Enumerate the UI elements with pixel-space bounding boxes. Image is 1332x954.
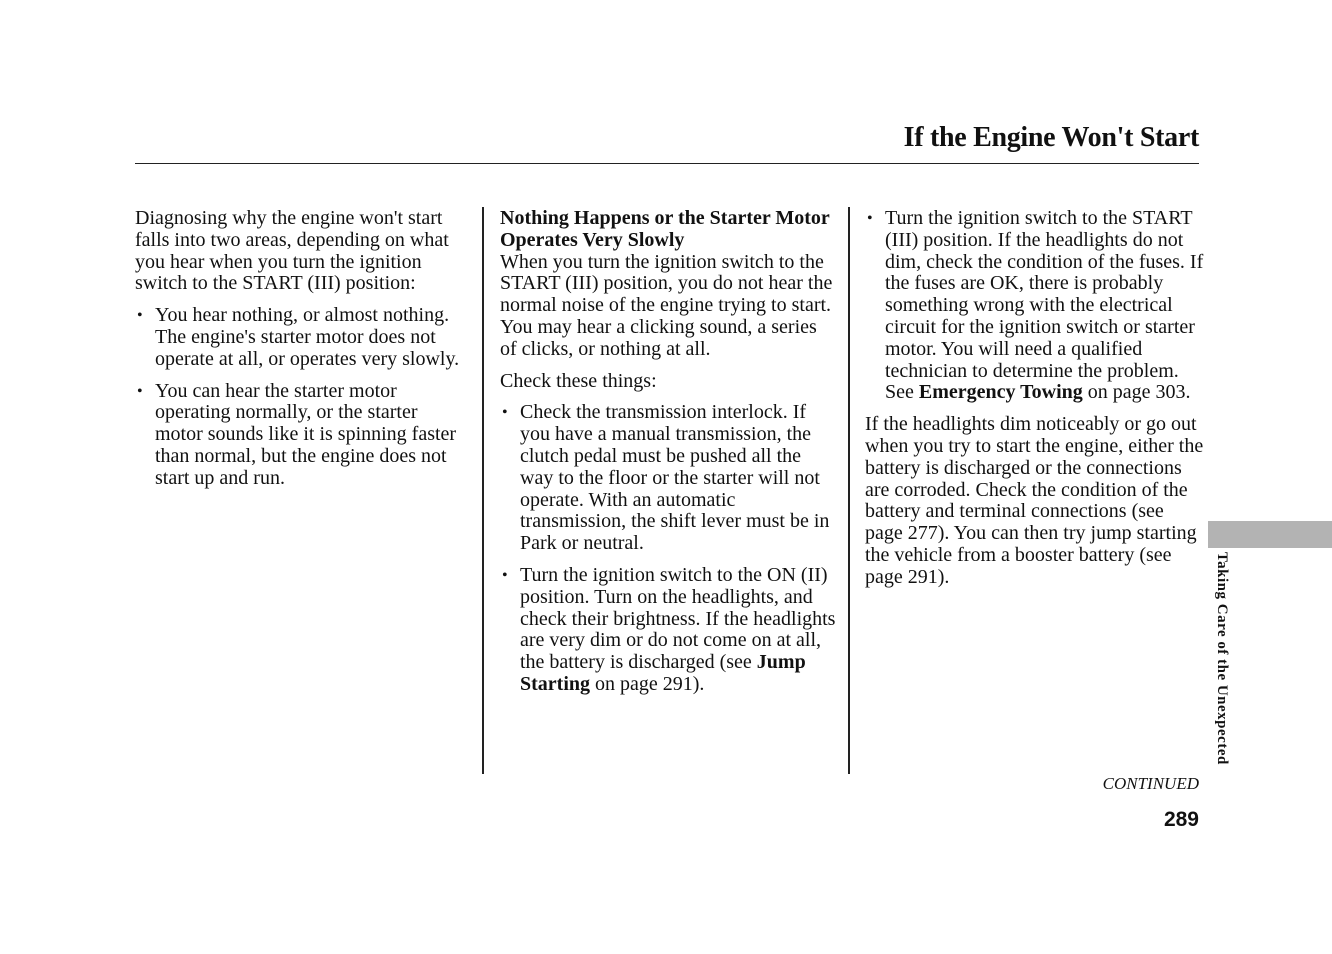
page-number: 289 bbox=[1163, 808, 1199, 831]
list-item-text: Turn the ignition switch to the ON (II) position. Turn on the headlights, and check their brightness. If the headlights are very dim or do not come on at all, the battery is discharged (see bbox=[520, 563, 836, 674]
column-1 bbox=[135, 208, 470, 500]
list-item bbox=[865, 208, 1205, 404]
title-divider bbox=[135, 163, 1199, 164]
check-list-continued bbox=[865, 208, 1205, 404]
list-item: • You can hear the starter motor operating normally, or the starter motor sounds like it is spinning faster than normal, but the engine does not start up and run. bbox=[135, 381, 470, 490]
column-3 bbox=[865, 208, 1205, 599]
section-label: Taking Care of the Unexpected bbox=[1214, 552, 1230, 765]
symptom-list bbox=[135, 305, 470, 489]
page-reference: on page 291). bbox=[595, 672, 705, 695]
headlights-paragraph: If the headlights dim noticeably or go out when you try to start the engine, either the battery is discharged or the connections are corroded. Check the condition of the battery and terminal connections (see page 277). You can then try jump starting the vehicle from a booster battery (see page 291). bbox=[865, 413, 1204, 588]
column-divider bbox=[482, 207, 484, 774]
list-item-text: Turn the ignition switch to the START (III) position. If the headlights do not dim, check the condition of the fuses. If the fuses are OK, there is probably something wrong with the electrical circuit for the ignition switch or starter motor. You will need a qualified technician to determine the problem. See bbox=[885, 207, 1204, 404]
emergency-towing-reference: Emergency Towing bbox=[918, 381, 1083, 404]
list-item: • You hear nothing, or almost nothing. The engine's starter motor does not operate at all, or operates very slowly. bbox=[135, 305, 470, 370]
jump-starting-reference: Jump Starting bbox=[520, 651, 806, 695]
intro-paragraph: Diagnosing why the engine won't start falls into two areas, depending on what you hear when you turn the ignition switch to the START (III) position: bbox=[135, 207, 449, 295]
check-label: Check these things: bbox=[500, 369, 657, 392]
column-2 bbox=[500, 208, 838, 706]
section-tab bbox=[1208, 521, 1332, 548]
section-paragraph: When you turn the ignition switch to the START (III) position, you do not hear the normal noise of the engine trying to start. You may hear a clicking sound, a series of clicks, or nothing at all. bbox=[500, 250, 833, 360]
list-item: • Check the transmission interlock. If you have a manual transmission, the clutch pedal must be pushed all the way to the floor or the starter will not operate. With an automatic transmission, the shift lever must be in Park or neutral. bbox=[500, 402, 838, 555]
page-title: If the Engine Won't Start bbox=[903, 122, 1199, 153]
page-reference: on page 303. bbox=[1087, 381, 1191, 404]
check-list bbox=[500, 402, 838, 695]
column-divider bbox=[848, 207, 850, 774]
list-item bbox=[500, 565, 838, 696]
section-heading: Nothing Happens or the Starter Motor Operates Very Slowly bbox=[500, 207, 830, 251]
continued-label: CONTINUED bbox=[1102, 774, 1199, 793]
